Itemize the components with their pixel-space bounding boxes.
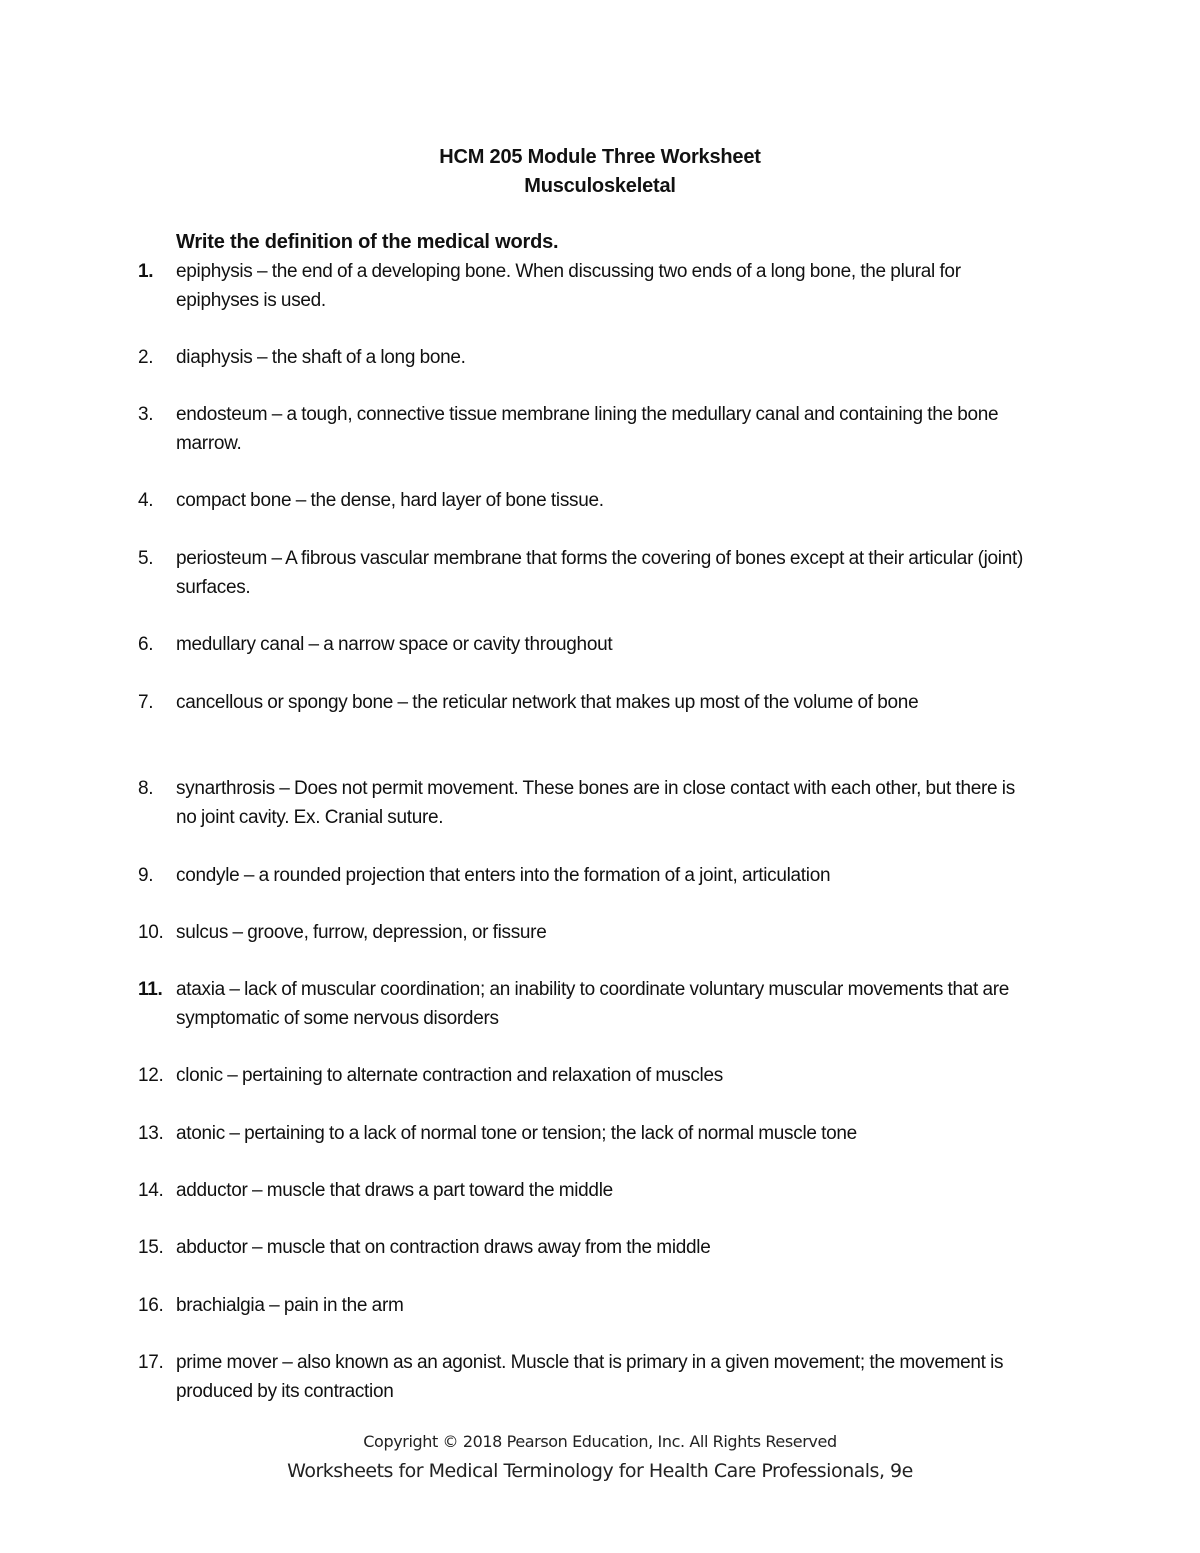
- item-number: 11.: [138, 979, 163, 1000]
- item-number: 8.: [138, 778, 154, 799]
- book-title-footer: Worksheets for Medical Terminology for Health Care Professionals, 9e: [287, 1460, 913, 1482]
- item-text: brachialgia – pain in the arm: [176, 1295, 404, 1316]
- item-text: compact bone – the dense, hard layer of bone tissue.: [176, 490, 604, 511]
- item-number: 2.: [138, 347, 154, 368]
- item-number: 14.: [138, 1180, 164, 1201]
- item-text: epiphysis – the end of a developing bone. When discussing two ends of a long bone, the plural for epiphyses is used.: [176, 261, 961, 311]
- item-text: clonic – pertaining to alternate contraction and relaxation of muscles: [176, 1065, 723, 1086]
- page-title: HCM 205 Module Three Worksheet: [439, 146, 761, 168]
- item-number: 7.: [138, 692, 154, 713]
- item-text: abductor – muscle that on contraction draws away from the middle: [176, 1237, 711, 1258]
- item-text: cancellous or spongy bone – the reticular network that makes up most of the volume of bone: [176, 692, 919, 713]
- item-number: 12.: [138, 1065, 164, 1086]
- item-number: 17.: [138, 1352, 164, 1373]
- item-text: adductor – muscle that draws a part toward the middle: [176, 1180, 613, 1201]
- item-text: condyle – a rounded projection that enters into the formation of a joint, articulation: [176, 865, 831, 886]
- item-number: 15.: [138, 1237, 164, 1258]
- item-number: 16.: [138, 1295, 164, 1316]
- item-number: 5.: [138, 548, 154, 569]
- item-text: prime mover – also known as an agonist. Muscle that is primary in a given movement; the movement is produced by its contraction: [176, 1352, 1004, 1402]
- item-text: endosteum – a tough, connective tissue membrane lining the medullary canal and containing the bone marrow.: [176, 404, 999, 454]
- item-text: ataxia – lack of muscular coordination; an inability to coordinate voluntary muscular movements that are symptomatic of some nervous disorders: [176, 979, 1010, 1029]
- item-number: 1.: [138, 261, 154, 282]
- copyright-footer: Copyright © 2018 Pearson Education, Inc. All Rights Reserved: [363, 1432, 837, 1451]
- item-text: periosteum – A fibrous vascular membrane that forms the covering of bones except at their articular (joint) surfaces.: [176, 548, 1023, 598]
- instruction-heading: Write the definition of the medical words.: [176, 231, 559, 253]
- item-text: medullary canal – a narrow space or cavity throughout: [176, 634, 613, 655]
- item-number: 3.: [138, 404, 154, 425]
- item-number: 10.: [138, 922, 164, 943]
- item-number: 4.: [138, 490, 154, 511]
- item-text: sulcus – groove, furrow, depression, or fissure: [176, 922, 547, 943]
- item-number: 13.: [138, 1123, 164, 1144]
- item-text: synarthrosis – Does not permit movement. These bones are in close contact with each other, but there is no joint cavity. Ex. Cranial suture.: [176, 778, 1015, 828]
- item-text: atonic – pertaining to a lack of normal tone or tension; the lack of normal muscle tone: [176, 1123, 857, 1144]
- item-text: diaphysis – the shaft of a long bone.: [176, 347, 466, 368]
- item-number: 6.: [138, 634, 154, 655]
- item-number: 9.: [138, 865, 154, 886]
- page-subtitle: Musculoskeletal: [524, 175, 676, 197]
